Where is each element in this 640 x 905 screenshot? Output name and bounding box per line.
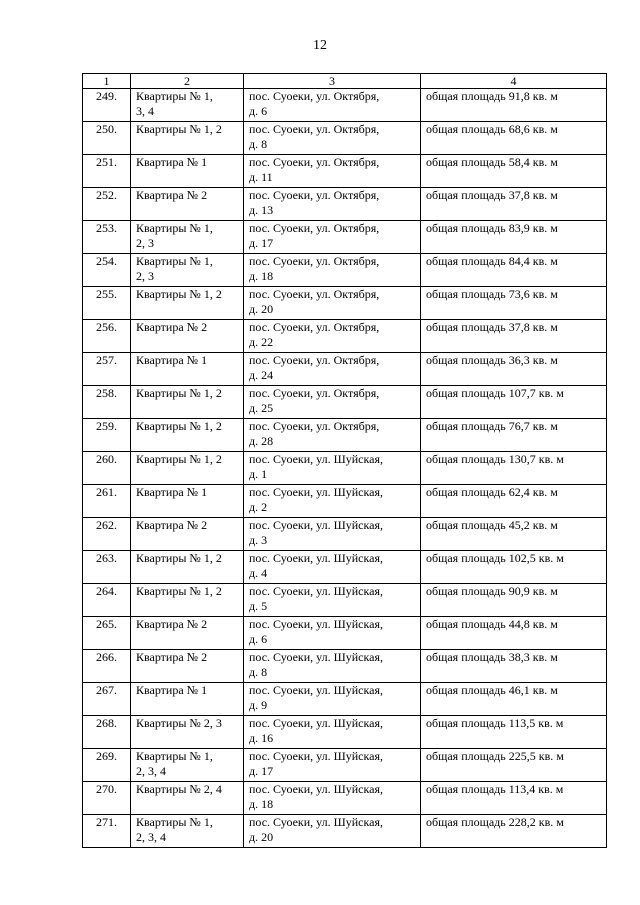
column-header-2: 2 [131, 74, 244, 89]
address-cell [244, 320, 421, 353]
area-cell: общая площадь 38,3 кв. м [421, 650, 607, 683]
apartment-line: Квартира № 2 [136, 320, 208, 334]
address-cell [244, 617, 421, 650]
address-cell [244, 584, 421, 617]
address-line: д. 8 [249, 137, 268, 151]
area-cell: общая площадь 37,8 кв. м [421, 188, 607, 221]
apartment-line: Квартира № 2 [136, 188, 208, 202]
apartment-line: Квартира № 1 [136, 155, 208, 169]
address-cell [244, 221, 421, 254]
table-row [83, 320, 607, 353]
address-line: пос. Суоеки, ул. Шуйская, [249, 782, 383, 796]
table-row [83, 551, 607, 584]
address-cell [244, 551, 421, 584]
table-header [83, 74, 607, 89]
row-number: 261. [83, 485, 131, 518]
address-line: д. 1 [249, 467, 268, 481]
row-number: 263. [83, 551, 131, 584]
apartment-line: Квартиры № 1, [136, 254, 213, 268]
address-line: д. 13 [249, 203, 274, 217]
address-cell [244, 188, 421, 221]
row-number: 270. [83, 782, 131, 815]
area-cell: общая площадь 91,8 кв. м [421, 89, 607, 122]
address-cell [244, 386, 421, 419]
address-line: пос. Суоеки, ул. Шуйская, [249, 716, 383, 730]
row-number: 265. [83, 617, 131, 650]
row-number: 262. [83, 518, 131, 551]
apartment-cell [131, 386, 244, 419]
address-cell [244, 782, 421, 815]
area-cell: общая площадь 45,2 кв. м [421, 518, 607, 551]
apartment-cell [131, 782, 244, 815]
address-line: д. 3 [249, 533, 268, 547]
table-row [83, 749, 607, 782]
apartment-cell [131, 683, 244, 716]
table-row [83, 254, 607, 287]
table-row [83, 584, 607, 617]
address-cell [244, 155, 421, 188]
address-cell [244, 683, 421, 716]
apartment-line: Квартиры № 1, 2 [136, 584, 222, 598]
property-table [82, 73, 607, 848]
address-line: пос. Суоеки, ул. Шуйская, [249, 617, 383, 631]
address-cell [244, 650, 421, 683]
apartment-cell [131, 749, 244, 782]
row-number: 253. [83, 221, 131, 254]
row-number: 254. [83, 254, 131, 287]
area-cell: общая площадь 68,6 кв. м [421, 122, 607, 155]
apartment-line: Квартиры № 1, [136, 89, 213, 103]
address-line: пос. Суоеки, ул. Октября, [249, 320, 380, 334]
table-row [83, 452, 607, 485]
column-header-3: 3 [244, 74, 421, 89]
row-number: 266. [83, 650, 131, 683]
area-cell: общая площадь 225,5 кв. м [421, 749, 607, 782]
apartment-cell [131, 518, 244, 551]
row-number: 259. [83, 419, 131, 452]
address-line: пос. Суоеки, ул. Шуйская, [249, 815, 383, 829]
address-line: д. 5 [249, 599, 268, 613]
apartment-cell [131, 221, 244, 254]
apartment-cell [131, 584, 244, 617]
address-line: пос. Суоеки, ул. Октября, [249, 155, 380, 169]
address-line: д. 6 [249, 104, 268, 118]
address-line: д. 17 [249, 236, 274, 250]
address-line: д. 20 [249, 302, 274, 316]
apartment-line: Квартира № 1 [136, 353, 208, 367]
header-row [83, 74, 607, 89]
area-cell: общая площадь 107,7 кв. м [421, 386, 607, 419]
address-line: д. 16 [249, 731, 274, 745]
area-cell: общая площадь 102,5 кв. м [421, 551, 607, 584]
apartment-line: Квартиры № 2, 4 [136, 782, 222, 796]
apartment-cell [131, 815, 244, 848]
address-line: пос. Суоеки, ул. Октября, [249, 221, 380, 235]
area-cell: общая площадь 76,7 кв. м [421, 419, 607, 452]
area-cell: общая площадь 90,9 кв. м [421, 584, 607, 617]
table-row [83, 89, 607, 122]
row-number: 252. [83, 188, 131, 221]
apartment-line: Квартиры № 1, 2 [136, 452, 222, 466]
address-line: пос. Суоеки, ул. Октября, [249, 254, 380, 268]
apartment-cell [131, 155, 244, 188]
row-number: 249. [83, 89, 131, 122]
apartment-line: Квартиры № 1, 2 [136, 386, 222, 400]
row-number: 267. [83, 683, 131, 716]
apartment-line: 2, 3, 4 [136, 830, 166, 844]
page-number: 12 [313, 38, 327, 53]
apartment-line: Квартиры № 1, [136, 221, 213, 235]
apartment-line: Квартиры № 1, 2 [136, 419, 222, 433]
table-row [83, 518, 607, 551]
area-cell: общая площадь 130,7 кв. м [421, 452, 607, 485]
table-row [83, 617, 607, 650]
area-cell: общая площадь 113,4 кв. м [421, 782, 607, 815]
apartment-cell [131, 320, 244, 353]
apartment-line: 2, 3 [136, 236, 154, 250]
table-body [83, 89, 607, 848]
address-cell [244, 716, 421, 749]
address-line: д. 6 [249, 632, 268, 646]
table-row [83, 419, 607, 452]
apartment-line: Квартира № 2 [136, 617, 208, 631]
address-line: д. 18 [249, 269, 274, 283]
table-row [83, 485, 607, 518]
apartment-cell [131, 122, 244, 155]
apartment-line: Квартира № 1 [136, 683, 208, 697]
area-cell: общая площадь 36,3 кв. м [421, 353, 607, 386]
address-cell [244, 485, 421, 518]
address-line: пос. Суоеки, ул. Шуйская, [249, 683, 383, 697]
apartment-cell [131, 650, 244, 683]
area-cell: общая площадь 113,5 кв. м [421, 716, 607, 749]
area-cell: общая площадь 73,6 кв. м [421, 287, 607, 320]
apartment-line: Квартиры № 1, 2 [136, 122, 222, 136]
area-cell: общая площадь 46,1 кв. м [421, 683, 607, 716]
address-cell [244, 89, 421, 122]
area-cell: общая площадь 228,2 кв. м [421, 815, 607, 848]
table-row [83, 287, 607, 320]
address-cell [244, 287, 421, 320]
address-cell [244, 815, 421, 848]
row-number: 257. [83, 353, 131, 386]
address-line: пос. Суоеки, ул. Октября, [249, 353, 380, 367]
address-line: пос. Суоеки, ул. Шуйская, [249, 749, 383, 763]
apartment-cell [131, 89, 244, 122]
table-row [83, 386, 607, 419]
address-line: д. 22 [249, 335, 274, 349]
apartment-cell [131, 485, 244, 518]
address-line: д. 11 [249, 170, 273, 184]
address-cell [244, 254, 421, 287]
address-line: д. 20 [249, 830, 274, 844]
apartment-line: Квартиры № 1, [136, 815, 213, 829]
address-cell [244, 122, 421, 155]
apartment-cell [131, 617, 244, 650]
address-line: д. 4 [249, 566, 268, 580]
address-line: д. 9 [249, 698, 268, 712]
address-line: пос. Суоеки, ул. Шуйская, [249, 551, 383, 565]
table-row [83, 716, 607, 749]
apartment-line: 2, 3 [136, 269, 154, 283]
apartment-line: 3, 4 [136, 104, 154, 118]
address-line: д. 18 [249, 797, 274, 811]
address-cell [244, 419, 421, 452]
row-number: 260. [83, 452, 131, 485]
table-row [83, 815, 607, 848]
address-line: д. 8 [249, 665, 268, 679]
address-line: пос. Суоеки, ул. Октября, [249, 386, 380, 400]
table-row [83, 650, 607, 683]
table-row [83, 782, 607, 815]
apartment-line: Квартира № 2 [136, 650, 208, 664]
table-row [83, 155, 607, 188]
address-line: пос. Суоеки, ул. Шуйская, [249, 584, 383, 598]
address-line: пос. Суоеки, ул. Октября, [249, 188, 380, 202]
apartment-cell [131, 716, 244, 749]
address-cell [244, 749, 421, 782]
apartment-line: 2, 3, 4 [136, 764, 166, 778]
table-row [83, 221, 607, 254]
area-cell: общая площадь 62,4 кв. м [421, 485, 607, 518]
address-line: д. 25 [249, 401, 274, 415]
table-row [83, 353, 607, 386]
address-line: пос. Суоеки, ул. Октября, [249, 419, 380, 433]
area-cell: общая площадь 58,4 кв. м [421, 155, 607, 188]
row-number: 255. [83, 287, 131, 320]
area-cell: общая площадь 83,9 кв. м [421, 221, 607, 254]
address-cell [244, 353, 421, 386]
table-row [83, 188, 607, 221]
address-cell [244, 452, 421, 485]
apartment-line: Квартира № 1 [136, 485, 208, 499]
apartment-cell [131, 353, 244, 386]
address-line: д. 28 [249, 434, 274, 448]
address-line: пос. Суоеки, ул. Октября, [249, 122, 380, 136]
row-number: 271. [83, 815, 131, 848]
apartment-line: Квартиры № 1, [136, 749, 213, 763]
apartment-cell [131, 551, 244, 584]
address-line: пос. Суоеки, ул. Шуйская, [249, 650, 383, 664]
apartment-cell [131, 452, 244, 485]
table-row [83, 683, 607, 716]
apartment-cell [131, 419, 244, 452]
address-cell [244, 518, 421, 551]
area-cell: общая площадь 84,4 кв. м [421, 254, 607, 287]
address-line: пос. Суоеки, ул. Шуйская, [249, 452, 383, 466]
address-line: д. 24 [249, 368, 274, 382]
apartment-line: Квартиры № 1, 2 [136, 551, 222, 565]
column-header-4: 4 [421, 74, 607, 89]
area-cell: общая площадь 44,8 кв. м [421, 617, 607, 650]
apartment-line: Квартиры № 2, 3 [136, 716, 222, 730]
apartment-line: Квартиры № 1, 2 [136, 287, 222, 301]
apartment-cell [131, 188, 244, 221]
address-line: д. 2 [249, 500, 268, 514]
row-number: 258. [83, 386, 131, 419]
address-line: д. 17 [249, 764, 274, 778]
row-number: 268. [83, 716, 131, 749]
row-number: 269. [83, 749, 131, 782]
address-line: пос. Суоеки, ул. Шуйская, [249, 485, 383, 499]
row-number: 250. [83, 122, 131, 155]
row-number: 264. [83, 584, 131, 617]
apartment-cell [131, 287, 244, 320]
table-row [83, 122, 607, 155]
address-line: пос. Суоеки, ул. Октября, [249, 287, 380, 301]
row-number: 251. [83, 155, 131, 188]
area-cell: общая площадь 37,8 кв. м [421, 320, 607, 353]
row-number: 256. [83, 320, 131, 353]
column-header-1: 1 [83, 74, 131, 89]
apartment-cell [131, 254, 244, 287]
address-line: пос. Суоеки, ул. Октября, [249, 89, 380, 103]
apartment-line: Квартира № 2 [136, 518, 208, 532]
address-line: пос. Суоеки, ул. Шуйская, [249, 518, 383, 532]
